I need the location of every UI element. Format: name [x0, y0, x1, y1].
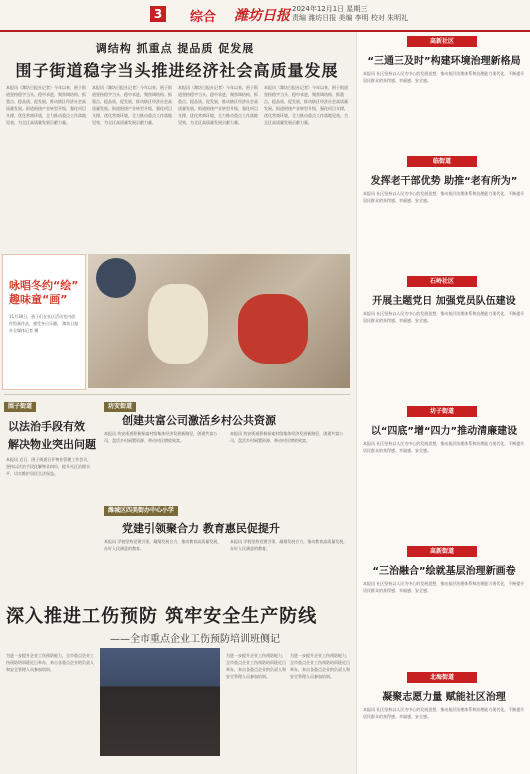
sidebar-column: 高新社区 “三通三及时”构建环境治理新格局 本报讯 社区坚持以人民为中心的发展思想，推动基层治理体系和治理能力现代化，不断提升居民群众的获得感、幸福感、安全感。 临街道 发挥老干部优势 助推“老有所为” 本报讯 社区坚持以人民为中心的发展思想，推动基层治理体系和治理能力现代化，不断提升居民群众的获得感、幸福感、安全感。 石岭社区 开展主题党日 加强党员队伍建设 本报讯 社区坚持以人民为中心的发展思想，推动基层治理体系和治理能力现代化，不断提升居民群众的获得感、幸福感、安全感。 坊子街道 以“四底”增“四力”推动清廉建设 本报讯 社区坚持以人民为中心的发展思想，推动基层治理体系和治理能力现代化，不断提升居民群众的获得感、幸福感、安全感。 高新街道 “三治融合”绘就基层治理新画卷 本报讯 社区坚持以人民为中心的发展思想，推动基层治理体系和治理能力现代化，不断提升居民群众的获得感、幸福感、安全感。 北海街道 凝聚志愿力量 赋能社区治理 本报讯 社区坚持以人民为中心的发展思想，推动基层治理体系和治理能力现代化，不断提升居民群众的获得感、幸福感、安全感。 — [356, 32, 530, 774]
main-column — [0, 32, 354, 774]
newspaper-brand: 潍坊日报 — [234, 8, 290, 24]
lead-subtitle: 调结构 抓重点 提品质 促发展 — [95, 42, 255, 55]
training-session-photo — [100, 648, 220, 756]
village-body-2: 本报讯 坊安街道积极探索村级集体经济发展新路径，创建共富公司，盘活乡村闲置资源，带动村民增收致富。 — [230, 431, 344, 443]
banner-subtitle: ——全市重点企业工伤预防培训班侧记 — [110, 634, 280, 645]
page-number: 3 — [150, 6, 166, 22]
promo-caption: 11月30日，孩子们在社区活动室内创作绘画作品，感受冬日乐趣。 潍坊日报社全媒体记者 摄 — [9, 314, 79, 333]
promo-line1: 咏唱冬约“绘” — [9, 279, 79, 292]
party-body-2: 本报讯 学校坚持党建引领，凝聚发展合力，推动教育高质量发展，办好人民满意的教育。 — [230, 539, 348, 551]
masthead — [0, 0, 530, 32]
community-tag: 围子街道 — [4, 402, 36, 412]
party-tag: 潍城区四美街办中心小学 — [104, 506, 178, 516]
banner-body-2: 为进一步提升企业工伤预防能力，全市重点企业工伤预防培训班近日举办，来自各重点企业的负责人和安全管理人员参加培训。 — [226, 653, 286, 679]
village-body-1: 本报讯 坊安街道积极探索村级集体经济发展新路径，创建共富公司，盘活乡村闲置资源，带动村民增收致富。 — [104, 431, 218, 443]
safety-banner — [0, 602, 354, 652]
banner-body-1: 为进一步提升企业工伤预防能力，全市重点企业工伤预防培训班近日举办，来自各重点企业的负责人和安全管理人员参加培训。 — [6, 653, 94, 672]
promo-line2: 趣味童“画” — [9, 293, 68, 306]
party-title: 党建引领聚合力 教育惠民促提升 — [122, 522, 280, 535]
banner-headline: 深入推进工伤预防 筑牢安全生产防线 — [6, 606, 318, 627]
lead-body-col2: 本报讯（潍坊日报社记者）今年以来，围子街道坚持稳字当头、稳中求进，聚焦调结构、抓重点、提品质、促发展，推动辖区经济社会高质量发展。街道围绕产业转型升级，强化项目支撑，优化营商环境，全力推动重点工作落地见效，为全区高质量发展贡献力量。 — [92, 85, 172, 125]
banner-body-3: 为进一步提升企业工伤预防能力，全市重点企业工伤预防培训班近日举办，来自各重点企业的负责人和安全管理人员参加培训。 — [290, 653, 350, 679]
community-body: 本报讯 近日，围子街道召开物业管理工作会议，坚持以法治手段化解物业纠纷，提升社区治理水平，切实维护居民合法权益。 — [6, 457, 92, 476]
children-painting-photo — [88, 254, 350, 388]
divider — [4, 394, 350, 395]
village-tag: 坊安街道 — [104, 402, 136, 412]
section-name: 综合 — [190, 10, 217, 25]
party-body-1: 本报讯 学校坚持党建引领，凝聚发展合力，推动教育高质量发展，办好人民满意的教育。 — [104, 539, 222, 551]
community-title-line2: 解决物业突出问题 — [8, 438, 96, 451]
lead-body-col1: 本报讯（潍坊日报社记者）今年以来，围子街道坚持稳字当头、稳中求进，聚焦调结构、抓重点、提品质、促发展，推动辖区经济社会高质量发展。街道围绕产业转型升级，强化项目支撑，优化营商环境，全力推动重点工作落地见效，为全区高质量发展贡献力量。 — [6, 85, 86, 125]
promo-box — [2, 254, 86, 390]
lead-headline: 围子街道稳字当头推进经济社会高质量发展 — [15, 61, 339, 80]
date-line: 2024年12月1日 星期三 责编 潍坊日报 美编 李明 校对 朱明礼 — [292, 5, 409, 22]
lead-body-col3: 本报讯（潍坊日报社记者）今年以来，围子街道坚持稳字当头、稳中求进，聚焦调结构、抓重点、提品质、促发展，推动辖区经济社会高质量发展。街道围绕产业转型升级，强化项目支撑，优化营商环境，全力推动重点工作落地见效，为全区高质量发展贡献力量。 — [178, 85, 258, 125]
village-title: 创建共富公司激活乡村公共资源 — [122, 414, 276, 427]
community-title-line1: 以法治手段有效 — [8, 420, 85, 433]
lead-body-col4: 本报讯（潍坊日报社记者）今年以来，围子街道坚持稳字当头、稳中求进，聚焦调结构、抓重点、提品质、促发展，推动辖区经济社会高质量发展。街道围绕产业转型升级，强化项目支撑，优化营商环境，全力推动重点工作落地见效，为全区高质量发展贡献力量。 — [264, 85, 348, 125]
